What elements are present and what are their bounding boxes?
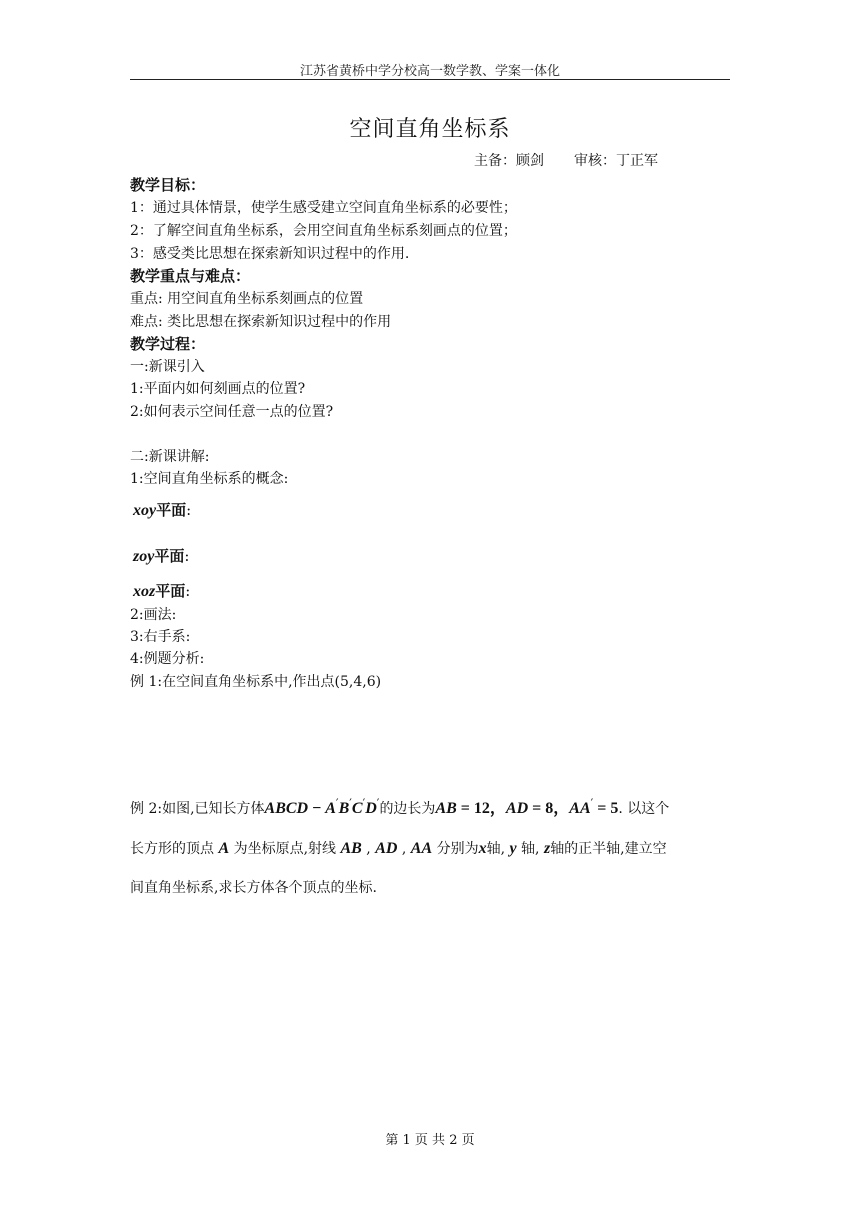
ray-ab: AB [340,840,362,857]
plane-zoy-var: zoy [133,548,155,565]
text-segment: 为坐标原点,射线 [229,841,341,857]
vertex-c-prime: C [351,800,363,817]
plane-xoz-label: 平面 [155,582,186,600]
vertex-b-prime: B [338,800,350,817]
plane-xoy-var: xoy [133,502,157,519]
plane-zoy-colon: : [184,547,190,565]
header-rule [130,79,730,80]
example-2-line-1: 例 2:如图,已知长方体ABCD − A′B′C′D′的边长为AB = 12，AD = 8，AA′ = 5. 以这个 [130,796,670,817]
axis-x: x [478,840,487,857]
example-analysis: 4:例题分析: [130,651,205,667]
plane-xoy-label: 平面 [156,501,187,519]
edge-ad: AD [505,800,529,817]
edge-aa-value: = 5 [593,800,619,817]
intro-question-2: 2:如何表示空间任意一点的位置? [130,404,334,420]
difficulty-item: 难点: 类比思想在探索新知识过程中的作用 [130,314,392,330]
example-2-line-3: 间直角坐标系,求长方体各个顶点的坐标. [130,880,377,896]
plane-xoz [133,580,190,601]
concept-line: 1:空间直角坐标系的概念: [130,471,289,487]
text-segment: , [397,841,411,857]
page-title: 空间直角坐标系 [349,117,511,142]
goal-item-1: 1：通过具体情景，使学生感受建立空间直角坐标系的必要性； [130,200,517,216]
process-heading: 教学过程： [130,335,206,353]
example-1: 例 1:在空间直角坐标系中,作出点(5,4,6) [130,674,382,690]
plane-xoz-colon: : [185,582,191,600]
plane-xoy-colon: : [186,501,192,519]
goals-heading: 教学目标： [130,176,206,194]
text-segment: 轴, [516,841,544,857]
edge-ad-value: = 8， [528,800,570,817]
ray-ad: AD [375,840,398,857]
drawing-method: 2:画法: [130,607,177,623]
lecture-title: 二:新课讲解: [130,449,210,465]
edge-aa: AA [569,800,591,817]
vertex-d-prime: D [365,800,377,817]
plane-zoy [133,545,189,566]
vertex-a-prime: A [325,800,336,817]
axis-z: z [543,840,551,857]
page-header: 江苏省黄桥中学分校高一数学教、学案一体化 [299,64,560,79]
main-author: 主备：顾剑 [474,153,544,169]
text-segment: , [361,841,376,857]
page-footer: 第 1 页 共 2 页 [385,1133,475,1148]
example-2-tail: . 以这个 [618,801,670,817]
intro-title: 一:新课引入 [130,359,205,375]
text-segment: 轴, [486,841,510,857]
plane-zoy-label: 平面 [154,547,185,565]
reviewer: 审核：丁正军 [574,153,658,169]
text-segment: 分别为 [432,841,479,857]
right-hand-system: 3:右手系: [130,629,191,645]
edge-text: 的边长为 [379,801,436,817]
goal-item-3: 3：感受类比思想在探索新知识过程中的作用. [130,246,410,262]
ray-aa: AA [410,840,433,857]
text-segment: 长方形的顶点 [130,841,219,857]
example-2-intro: 例 2:如图,已知长方体 [130,801,265,817]
plane-xoy [133,499,191,520]
box-dash: − [308,800,326,817]
origin-a: A [218,840,230,857]
key-point-item: 重点: 用空间直角坐标系刻画点的位置 [130,291,364,307]
authors-line [474,150,658,170]
edge-ab: AB [435,800,457,817]
intro-question-1: 1:平面内如何刻画点的位置? [130,381,306,397]
plane-xoz-var: xoz [133,583,156,600]
goal-item-2: 2：了解空间直角坐标系，会用空间直角坐标系刻画点的位置； [130,223,517,239]
example-2-line-2 [130,838,667,858]
axis-y: y [509,840,517,857]
edge-ab-value: = 12， [456,800,506,817]
text-segment: 轴的正半轴,建立空 [550,841,667,857]
box-name: ABCD [264,800,309,817]
key-points-heading: 教学重点与难点： [130,267,251,285]
